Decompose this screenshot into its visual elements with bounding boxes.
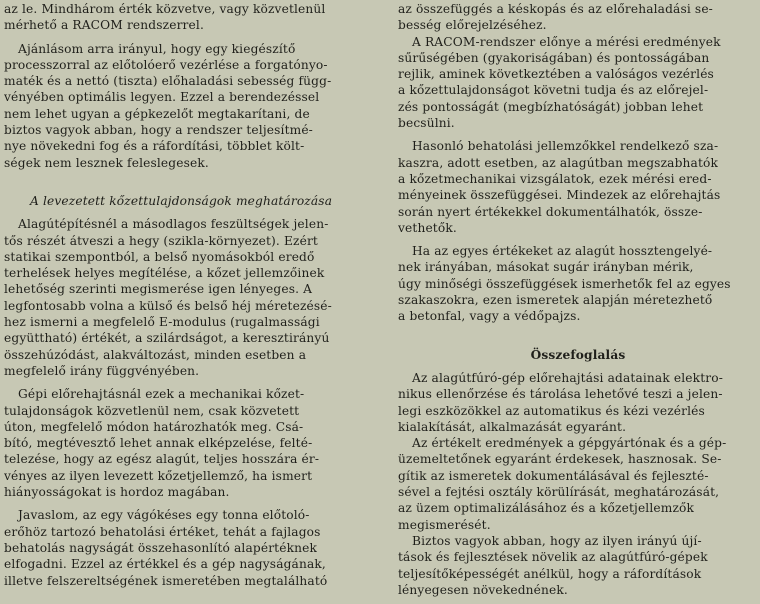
text-line: üzemeltetőnek egyaránt érdekesek, hasznosak. Se-: [398, 452, 722, 467]
text-line: zés pontosságát (megbízhatóságát) jobban lehet: [398, 99, 704, 114]
paragraph: [398, 533, 758, 598]
text-line: Ajánlásom arra irányul, hogy egy kiegészítő: [18, 41, 296, 56]
text-line: a kőzetmechanikai vizsgálatok, ezek mérési ered-: [398, 171, 712, 186]
text-line: legfontosabb volna a külső és belső héj méretezésé-: [4, 298, 332, 313]
text-line: megfelelő irány függvényében.: [4, 363, 200, 378]
text-line: processzorral az előtolóerő vezérlése a forgatónyo-: [4, 57, 328, 72]
text-line: besség előrejelzéséhez.: [398, 18, 547, 33]
text-line: szakaszokra, ezen ismeretek alapján méretezhető: [398, 293, 713, 308]
text-line: lehetőség szerinti megismerése igen lényeges. A: [4, 282, 313, 297]
paragraph: [398, 435, 758, 533]
text-line: telezése, hogy az egész alagút, teljes hosszára ér-: [4, 452, 320, 467]
section-heading: Összefoglalás: [530, 347, 626, 362]
text-line: bító, megtévesztő lehet annak elképzelése, felté-: [4, 436, 313, 451]
text-line: ségek nem lesznek feleslegesek.: [4, 155, 209, 170]
text-line: tős részét átveszi a hegy (szikla-környezet). Ezért: [4, 233, 318, 248]
text-line: erőhöz tartozó behatolási értéket, tehát a fajlagos: [4, 524, 321, 539]
text-line: együttható) értékét, a szilárdságot, a keresztirányú: [4, 331, 330, 346]
text-line: összehúzódást, alakváltozást, minden esetben a: [4, 347, 307, 362]
section-heading: A levezetett kőzettulajdonságok meghatározása: [30, 193, 333, 208]
text-line: maték és a nettó (tiszta) előhaladási sebesség függ-: [4, 74, 332, 89]
text-line: a betonfal, vagy a védőpajzs.: [398, 309, 581, 324]
text-line: az üzem optimalizálásához és a kőzetjellemzők: [398, 501, 695, 516]
text-line: kialakítását, alkalmazását egyaránt.: [398, 419, 627, 434]
text-line: nem lehet ugyan a gépkezelőt megtakarítani, de: [4, 106, 310, 121]
text-line: kaszra, adott esetben, az alagútban megszabhatók: [398, 155, 719, 170]
text-line: az le. Mindhárom érték közvetve, vagy közvetlenül: [4, 2, 326, 16]
text-line: legi eszközökkel az automatikus és kézi vezérlés: [398, 403, 705, 418]
text-line: hiányosságokat is hordoz magában.: [4, 485, 230, 500]
text-line: terhelések helyes megítélése, a kőzet jellemzőinek: [4, 266, 325, 281]
text-line: lényegesen növekednének.: [398, 582, 568, 597]
text-line: A RACOM-rendszer előnye a mérési eredmények: [412, 34, 721, 49]
text-line: tások és fejlesztések növelik az alagútfúró-gépek: [398, 550, 708, 565]
text-line: mérhető a RACOM rendszerrel.: [4, 18, 204, 33]
text-line: vethetők.: [398, 220, 457, 235]
paragraph: [398, 243, 758, 324]
text-line: Az alagútfúró-gép előrehajtási adatainak elektro-: [412, 370, 723, 385]
text-line: statikai szempontból, a belső nyomásokból eredő: [4, 249, 315, 264]
paragraph: [398, 138, 758, 236]
text-line: teljesítőképességét anélkül, hogy a ráfordítások: [398, 566, 702, 581]
paragraph: [4, 507, 377, 588]
text-line: úton, megfelelő módon határozhatók meg. Csá-: [4, 419, 304, 434]
text-line: behatolás nagyságát összehasonlító alapértéknek: [4, 540, 318, 555]
text-line: a kőzettulajdonságot követni tudja és az előrejel-: [398, 83, 709, 98]
left-column: [4, 0, 377, 604]
text-line: hez ismerni a megfelelő E-modulus (rugalmassági: [4, 315, 320, 330]
right-column: [398, 0, 758, 604]
paragraph: [4, 41, 377, 171]
paragraph: [398, 34, 758, 132]
text-line: sével a fejtési osztály körülírását, meghatározását,: [398, 485, 720, 500]
text-line: nikus ellenőrzése és tárolása lehetővé teszi a jelen-: [398, 387, 723, 402]
paragraph: [4, 386, 377, 500]
text-line: tulajdonságok közvetlenül nem, csak közvetett: [4, 403, 300, 418]
text-line: nye növekedni fog és a ráfordítási, többlet költ-: [4, 139, 305, 154]
paragraph: [398, 0, 758, 34]
text-line: rejlik, aminek következtében a valóságos vezérlés: [398, 67, 714, 82]
paragraph: [4, 216, 377, 379]
text-line: úgy minőségi összefüggések ismerhetők fel az egyes: [398, 276, 731, 291]
text-line: sűrűségében (gyakoriságában) és pontosságában: [398, 50, 710, 65]
text-line: vényes az ilyen levezett kőzetjellemző, ha ismert: [4, 468, 313, 483]
text-line: nek irányában, másokat sugár irányban mérik,: [398, 260, 694, 275]
text-line: Ha az egyes értékeket az alagút hossztengelyé-: [412, 244, 713, 259]
text-line: Javaslom, az egy vágókéses egy tonna előtoló-: [18, 508, 310, 523]
text-line: becsülni.: [398, 116, 455, 131]
text-line: biztos vagyok abban, hogy a rendszer teljesítmé-: [4, 123, 313, 138]
text-line: ményeinek összefüggései. Mindezek az előrehajtás: [398, 188, 721, 203]
text-line: vényében optimális legyen. Ezzel a berendezéssel: [4, 90, 320, 105]
text-line: során nyert értékekkel dokumentálhatók, össze-: [398, 204, 703, 219]
text-line: elfogadni. Ezzel az értékkel és a gép nagyságának,: [4, 557, 326, 572]
text-line: az összefüggés a késkopás és az előrehaladási se-: [398, 2, 713, 16]
text-line: Az értékelt eredmények a gépgyártónak és a gép-: [412, 436, 727, 451]
paragraph: [398, 370, 758, 435]
text-line: gítik az ismeretek dokumentálásával és fejleszté-: [398, 468, 709, 483]
text-line: Biztos vagyok abban, hogy az ilyen irányú újí-: [412, 533, 702, 548]
text-line: Alagútépítésnél a másodlagos feszültségek jelen-: [18, 217, 329, 232]
paragraph: [4, 0, 377, 34]
text-line: megismerését.: [398, 517, 491, 532]
text-line: Gépi előrehajtásnál ezek a mechanikai kőzet-: [18, 387, 305, 402]
text-line: illetve felszereltségének ismeretében megtalálható: [4, 573, 328, 588]
text-line: Hasonló behatolási jellemzőkkel rendelkező sza-: [412, 139, 719, 154]
